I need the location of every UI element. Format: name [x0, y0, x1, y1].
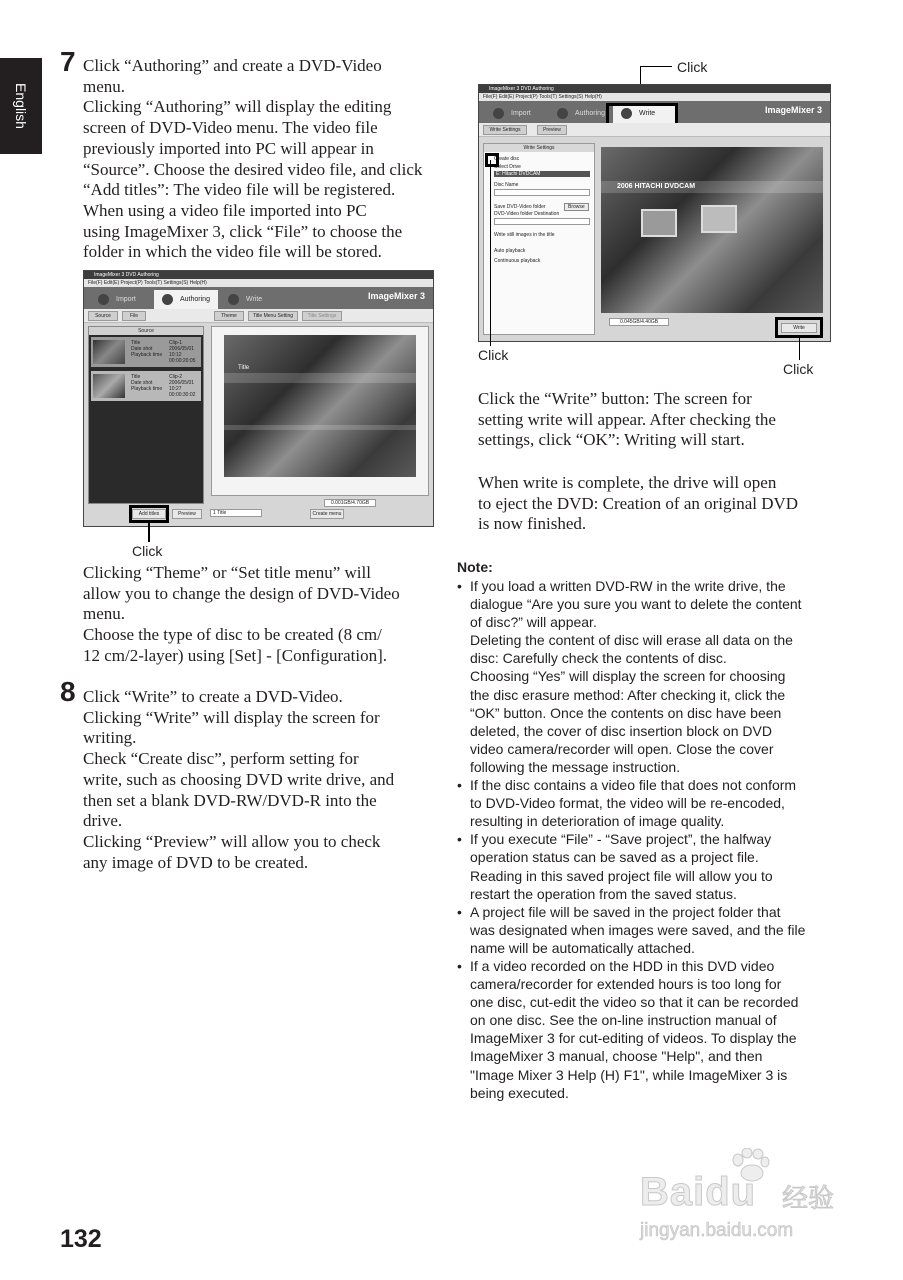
disc-capacity: 0.001GB/4.70GB — [324, 499, 376, 507]
tab-authoring[interactable]: Authoring — [154, 290, 218, 309]
preview-banner: 2006 HITACHI DVDCAM — [617, 183, 696, 190]
disc-name-label: Disc Name — [494, 182, 519, 188]
file-button[interactable]: File — [122, 311, 146, 321]
source-button[interactable]: Source — [88, 311, 118, 321]
callout-line — [148, 521, 150, 542]
language-tab — [0, 58, 42, 154]
callout-click-label: Click — [783, 361, 814, 377]
create-disc-checkbox[interactable]: Create disc — [494, 156, 520, 162]
note-item: • If you load a written DVD-RW in the write drive, the dialogue “Are you sure you want to delete the content of disc?” will appear. Deleting the content of disc will erase all data on the disc: Carefully check the contents of disc. Choosing “Yes” will display the screen for choosing the disc erasure method: After checking it, click the “OK” button. Once the contents on disc have been deleted, the cover of disc insertion block on DVD video camera/recorder will open. Close the cover following the message instruction. — [457, 578, 802, 775]
note-item: • If a video recorded on the HDD in this DVD video camera/recorder for extended hours is too long for one disc, cut-edit the video so that it can be recorded on one disc. See the on-line instruction manual of ImageMixer 3 for cut-editing of videos. To display the ImageMixer 3 manual, choose "Help", and then "Image Mixer 3 Help (H) F1", while ImageMixer 3 is being executed. — [457, 957, 799, 1101]
clip-values: Clip-2 2006/05/01 10:27 00:00:30:02 — [169, 374, 196, 398]
authoring-icon — [162, 294, 173, 305]
callout-line — [490, 160, 491, 346]
callout-click-label: Click — [478, 347, 509, 363]
auto-playback-checkbox[interactable]: Auto playback — [494, 248, 526, 254]
write-screenshot — [478, 84, 831, 342]
disc-preview-image — [601, 147, 823, 313]
menu-preview-frame — [211, 326, 429, 496]
bullet-icon: • — [457, 831, 462, 848]
import-icon — [493, 108, 504, 119]
clip-labels: Title Date shot Playback time — [131, 340, 163, 358]
note-item: • If you execute “File” - “Save project”, the halfway operation status can be saved as a project file. Reading in this saved project file will allow you to restart the operation from the saved status. — [457, 831, 773, 902]
save-folder-checkbox[interactable]: Save DVD-Video folder — [494, 204, 546, 210]
title-menu-button[interactable]: Title Menu Setting — [248, 311, 298, 321]
window-titlebar: ImageMixer 3 DVD Authoring — [479, 85, 830, 93]
disc-capacity: 0.045GB/4.40GB — [609, 318, 669, 326]
watermark-url: jingyan.baidu.com — [640, 1220, 794, 1241]
step-7-after-text: Clicking “Theme” or “Set title menu” will allow you to change the design of DVD-Video menu. Choose the type of disc to be created (8 cm/ 12 cm/2-layer) using [Set] - [Configuration]. — [83, 563, 400, 665]
clip-item[interactable] — [91, 371, 201, 401]
write-toolbar — [479, 123, 830, 137]
preview-button[interactable]: Preview — [172, 509, 202, 519]
write-icon — [228, 294, 239, 305]
tab-import[interactable]: Import — [90, 290, 152, 309]
source-panel — [88, 326, 204, 504]
bullet-icon: • — [457, 957, 462, 974]
tab-write[interactable]: Write — [613, 104, 677, 123]
drive-select[interactable]: E: Hitachi DVDCAM — [494, 171, 590, 177]
clip-thumbnail — [93, 340, 125, 364]
write-button-highlight — [775, 317, 823, 338]
app-brand: ImageMixer 3 — [764, 105, 822, 115]
preview-title-label: Title — [238, 365, 250, 371]
page-number: 132 — [60, 1225, 102, 1253]
continuous-playback-checkbox[interactable]: Continuous playback — [494, 258, 541, 264]
title-count-select[interactable]: 1 Title — [210, 509, 262, 517]
clip-labels: Title Date shot Playback time — [131, 374, 163, 392]
create-menu-button[interactable]: Create menu — [310, 509, 344, 519]
bullet-icon: • — [457, 777, 462, 794]
create-disc-highlight — [485, 153, 499, 167]
write-button[interactable]: Write — [781, 323, 817, 333]
step-8-number: 8 — [60, 676, 76, 707]
note-heading: Note: — [457, 559, 493, 575]
menu-preview-image — [224, 335, 416, 477]
menu-bar: File(F) Edit(E) Project(P) Tools(T) Settings(S) Help(H) — [84, 279, 433, 287]
authoring-icon — [557, 108, 568, 119]
tab-write[interactable]: Write — [220, 290, 278, 309]
baidu-watermark — [640, 1148, 850, 1248]
source-header: Source — [89, 327, 203, 335]
browse-button[interactable]: Browse — [564, 203, 589, 211]
authoring-toolbar — [84, 309, 433, 323]
callout-click-label: Click — [132, 543, 163, 559]
add-titles-button[interactable]: Add titles — [132, 509, 166, 519]
clip-values: Clip-1 2006/05/01 10:12 00:00:20:05 — [169, 340, 196, 364]
menu-thumbnail — [641, 209, 677, 237]
window-titlebar: ImageMixer 3 DVD Authoring — [84, 271, 433, 279]
completion-text: When write is complete, the drive will open to eject the DVD: Creation of an original DVD is now finished. — [478, 473, 799, 534]
write-settings-button[interactable]: Write Settings — [483, 125, 527, 135]
watermark-logo: Baidu — [640, 1170, 757, 1214]
settings-header: Write Settings — [484, 144, 594, 152]
select-drive-label: Select Drive — [494, 164, 521, 170]
note-item: • If the disc contains a video file that does not conform to DVD-Video format, the video will be re-encoded, resulting in deterioration of image quality. — [457, 777, 797, 830]
callout-line — [640, 66, 672, 67]
menu-thumbnail — [701, 205, 737, 233]
step-7-text: Click “Authoring” and create a DVD-Video menu. Clicking “Authoring” will display the editing screen of DVD-Video menu. The video file previously imported into PC will appear in “Source”. Choose the desired video file, and click “Add titles”: The video file will be registered. When using a video file imported into PC using ImageMixer 3, click “File” to choose the folder in which the video file will be stored. — [83, 56, 423, 262]
callout-click-label: Click — [677, 59, 708, 75]
theme-button[interactable]: Theme — [214, 311, 244, 321]
note-list — [457, 577, 837, 1102]
tab-import[interactable]: Import — [485, 104, 547, 123]
write-still-images-checkbox[interactable]: Write still images in the title — [494, 232, 555, 238]
title-settings-button[interactable]: Title Settings — [302, 311, 342, 321]
authoring-screenshot — [83, 270, 434, 527]
write-settings-panel — [483, 143, 595, 335]
tab-authoring[interactable]: Authoring — [549, 104, 611, 123]
clip-thumbnail — [93, 374, 125, 398]
folder-destination-label: DVD-Video folder Destination — [494, 211, 560, 217]
clip-item[interactable] — [91, 337, 201, 367]
watermark-chinese: 经验 — [782, 1184, 835, 1214]
step-7-number: 7 — [60, 46, 76, 77]
language-label: English — [13, 83, 29, 129]
disc-name-input[interactable] — [494, 189, 590, 196]
menu-bar: File(F) Edit(E) Project(P) Tools(T) Settings(S) Help(H) — [479, 93, 830, 101]
app-brand: ImageMixer 3 — [367, 291, 425, 301]
preview-button[interactable]: Preview — [537, 125, 567, 135]
callout-line — [799, 338, 800, 360]
bullet-icon: • — [457, 578, 462, 594]
folder-destination-input[interactable] — [494, 218, 590, 225]
import-icon — [98, 294, 109, 305]
bullet-icon: • — [457, 903, 462, 920]
step-8-text: Click “Write” to create a DVD-Video. Clicking “Write” will display the screen for writing. Check “Create disc”, perform setting for write, such as choosing DVD write drive, and then set a blank DVD-RW/DVD-R into the drive. Clicking “Preview” will allow you to check any image of DVD to be created. — [83, 687, 395, 872]
write-instructions: Click the “Write” button: The screen for setting write will appear. After checking the settings, click “OK”: Writing will start. — [478, 389, 776, 450]
note-item: • A project file will be saved in the project folder that was designated when images were saved, and the file name will be automatically attached. — [457, 903, 806, 956]
